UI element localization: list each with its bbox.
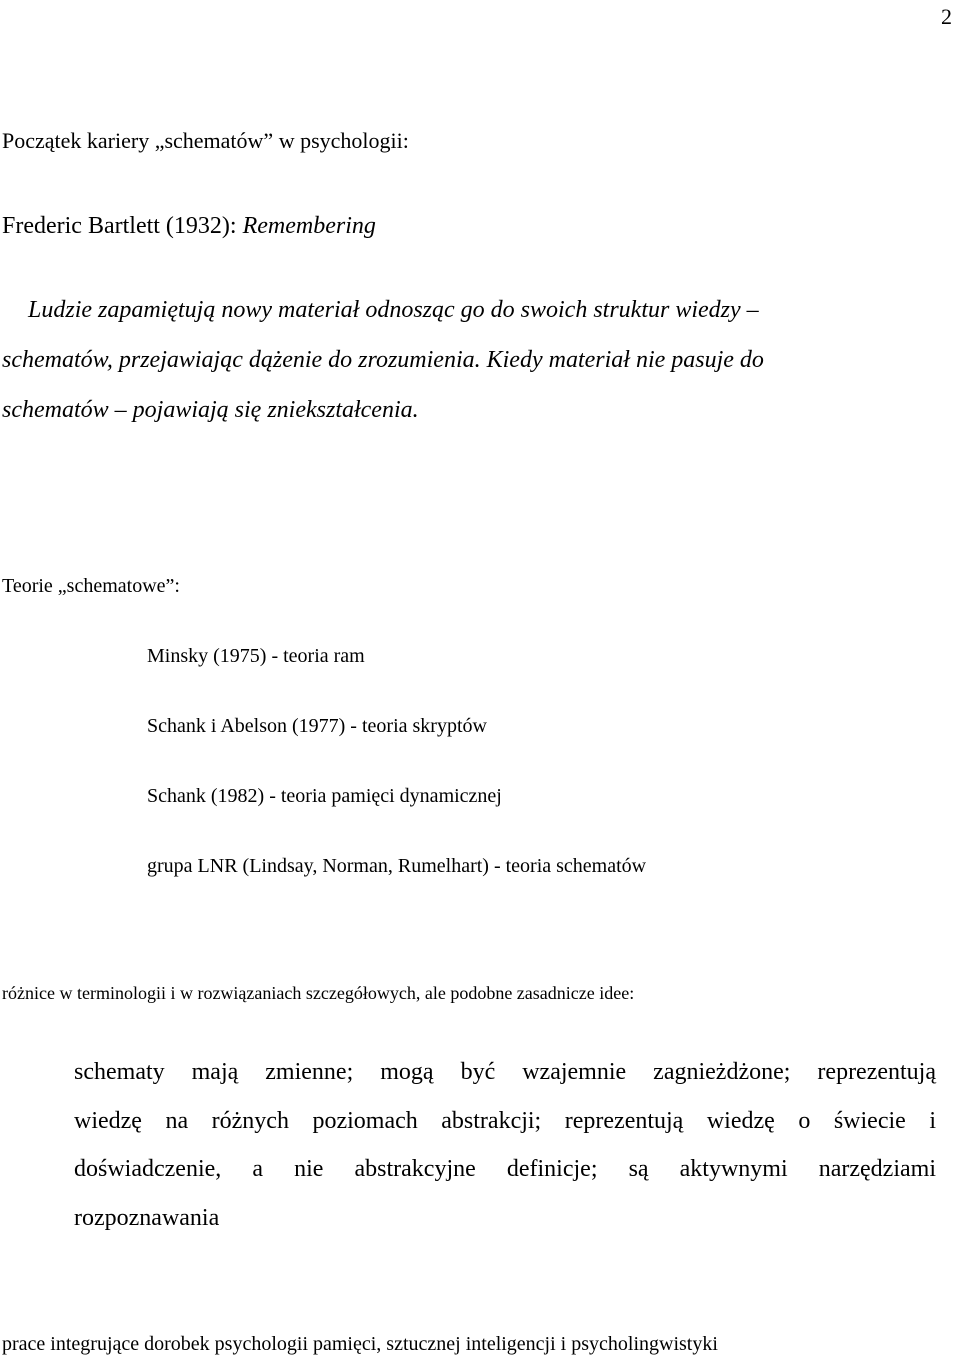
theory-item-schank: Schank (1982) - teoria pamięci dynamicznej (147, 785, 502, 807)
bartlett-author-year: Frederic Bartlett (1932): (2, 213, 243, 239)
closing-line: prace integrujące dorobek psychologii pamięci, sztucznej inteligencji i psycholingwistyki (2, 1333, 718, 1355)
section-heading-schema-theories: Teorie „schematowe”: (2, 575, 180, 597)
quote-line-1: Ludzie zapamiętują nowy materiał odnosząc go do swoich struktur wiedzy – (28, 297, 759, 323)
quote-line-3: schematów – pojawiają się zniekształcenia. (2, 397, 419, 423)
theory-item-schank-abelson: Schank i Abelson (1977) - teoria skryptów (147, 715, 487, 737)
ideas-line-3: doświadczenie, a nie abstrakcyjne definicje; są aktywnymi narzędziami (74, 1156, 936, 1182)
bartlett-book-title: Remembering (242, 213, 376, 239)
quote-line-2: schematów, przejawiając dążenie do zrozumienia. Kiedy materiał nie pasuje do (2, 347, 764, 373)
shared-ideas-paragraph (74, 1048, 936, 1242)
ideas-line-4: rozpoznawania (74, 1204, 220, 1231)
theory-item-minsky: Minsky (1975) - teoria ram (147, 645, 365, 667)
page-number: 2 (941, 4, 952, 29)
ideas-line-1: schematy mają zmienne; mogą być wzajemnie zagnieżdżone; reprezentują (74, 1059, 936, 1085)
theory-item-lnr: grupa LNR (Lindsay, Norman, Rumelhart) - teoria schematów (147, 855, 647, 877)
ideas-line-2: wiedzę na różnych poziomach abstrakcji; reprezentują wiedzę o świecie i (74, 1107, 936, 1134)
bartlett-reference (2, 214, 376, 238)
differences-intro: różnice w terminologii i w rozwiązaniach szczegółowych, ale podobne zasadnicze idee: (2, 983, 635, 1003)
section-heading-schemas-career: Początek kariery „schematów” w psychologii: (2, 128, 409, 153)
